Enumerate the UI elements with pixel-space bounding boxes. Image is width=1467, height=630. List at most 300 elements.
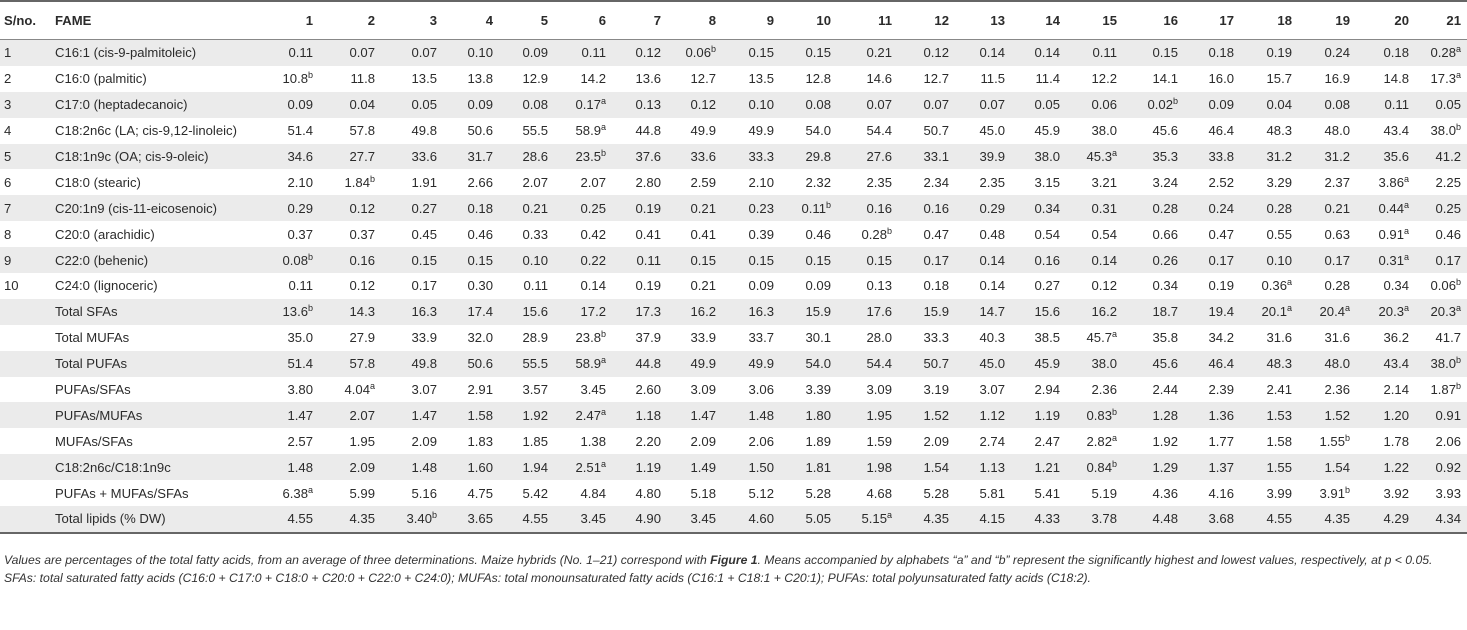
cell-value: 15.9 (923, 304, 949, 320)
row-fame-label: Total MUFAs (55, 330, 130, 346)
cell-value: 35.0 (287, 330, 313, 346)
cell-value: 18.7 (1152, 304, 1178, 320)
cell-value: 0.21 (690, 278, 716, 294)
cell-value: 48.3 (1266, 356, 1292, 372)
table-cell (898, 351, 955, 377)
significance-marker: b (1111, 458, 1117, 469)
table-cell (1356, 351, 1415, 377)
row-sno: 5 (0, 144, 55, 170)
cell-value: 2.09 (411, 433, 437, 449)
cell-value: 13.5 (411, 71, 437, 87)
table-cell (1415, 221, 1467, 247)
cell-value: 3.45 (580, 382, 606, 398)
table-cell (1066, 454, 1123, 480)
cell-value: 0.37 (287, 226, 313, 242)
cell-value: 38.0 (1091, 123, 1117, 139)
table-cell (499, 480, 554, 506)
cell-value: 50.7 (923, 123, 949, 139)
cell-value: 0.11 (801, 200, 826, 216)
cell-value: 37.6 (635, 149, 661, 164)
cell-value: 2.44 (1152, 382, 1178, 398)
cell-value: 46.4 (1208, 123, 1234, 139)
table-cell (443, 221, 499, 247)
table-cell (1298, 144, 1356, 170)
cell-value: 39.9 (979, 149, 1005, 164)
table-cell (1011, 144, 1066, 170)
row-sno: 6 (4, 174, 12, 190)
table-cell (319, 428, 381, 454)
header-hybrid-3: 3 (381, 1, 443, 40)
cell-value: 0.92 (1435, 459, 1461, 475)
header-hybrid-20: 20 (1356, 1, 1415, 40)
table-cell (261, 377, 319, 403)
cell-value: 45.7 (1086, 330, 1112, 346)
cell-value: 0.18 (923, 278, 949, 294)
cell-value: 44.8 (635, 356, 661, 372)
cell-value: 0.14 (979, 252, 1005, 268)
cell-value: 13.6 (635, 71, 661, 87)
table-cell (1011, 377, 1066, 403)
cell-value: 0.46 (467, 226, 493, 242)
cell-value: 0.08 (522, 97, 548, 113)
cell-value: 38.0 (1430, 356, 1456, 372)
row-sno: 1 (0, 40, 55, 66)
header-hybrid-12: 12 (898, 1, 955, 40)
table-cell (1066, 428, 1123, 454)
table-cell (837, 325, 898, 351)
cell-value: 1.78 (1383, 433, 1409, 449)
table-cell (1240, 325, 1298, 351)
table-cell (443, 169, 499, 195)
table-cell (780, 506, 837, 533)
header-hybrid-7: 7 (612, 1, 667, 40)
table-cell (1011, 66, 1066, 92)
table-cell (837, 480, 898, 506)
cell-value: 49.9 (748, 123, 774, 139)
table-cell (443, 273, 499, 299)
table-cell (319, 480, 381, 506)
table-cell (1123, 454, 1184, 480)
cell-value: 0.46 (1435, 226, 1461, 242)
cell-value: 2.10 (748, 174, 774, 190)
table-cell (1184, 118, 1240, 144)
table-cell (780, 118, 837, 144)
table-cell (780, 40, 837, 66)
cell-value: 45.3 (1086, 149, 1112, 164)
table-cell (612, 351, 667, 377)
cell-value: 0.42 (580, 226, 606, 242)
cell-value: 2.07 (522, 174, 548, 190)
table-cell (1356, 377, 1415, 403)
table-cell (1415, 428, 1467, 454)
cell-value: 54.0 (805, 356, 831, 372)
table-cell (1011, 273, 1066, 299)
cell-value: 1.83 (467, 433, 493, 449)
table-cell (1298, 92, 1356, 118)
row-fame-label: C16:1 (cis-9-palmitoleic) (55, 40, 261, 66)
cell-value: 31.6 (1324, 330, 1350, 346)
table-cell (381, 402, 443, 428)
cell-value: 1.28 (1152, 407, 1178, 423)
cell-value: 0.23 (748, 200, 774, 216)
table-cell (1184, 299, 1240, 325)
cell-value: 58.9 (575, 123, 601, 139)
cell-value: 0.17 (1324, 252, 1350, 268)
table-cell (1356, 195, 1415, 221)
cell-value: 3.86 (1378, 174, 1404, 190)
table-cell (381, 66, 443, 92)
cell-value: 54.0 (805, 123, 831, 139)
table-cell (1184, 273, 1240, 299)
table-cell (1356, 402, 1415, 428)
table-cell (1066, 144, 1123, 170)
table-cell (780, 169, 837, 195)
cell-value: 49.8 (411, 356, 437, 372)
cell-value: 0.14 (580, 278, 606, 294)
table-cell (955, 377, 1011, 403)
cell-value: 57.8 (349, 123, 375, 139)
cell-value: 1.12 (979, 407, 1005, 423)
table-cell (1356, 92, 1415, 118)
cell-value: 14.3 (349, 304, 375, 320)
row-fame-label: C18:0 (stearic) (55, 174, 141, 190)
table-cell (319, 299, 381, 325)
table-cell (381, 351, 443, 377)
table-cell (722, 480, 780, 506)
cell-value: 3.09 (866, 382, 892, 398)
table-cell (1123, 66, 1184, 92)
cell-value: 1.92 (522, 407, 548, 423)
table-cell (1240, 506, 1298, 533)
table-cell (612, 377, 667, 403)
cell-value: 33.3 (923, 330, 949, 346)
table-cell (381, 377, 443, 403)
table-cell (837, 402, 898, 428)
table-cell (1415, 454, 1467, 480)
table-cell (443, 377, 499, 403)
cell-value: 1.85 (522, 433, 548, 449)
cell-value: 15.9 (805, 304, 831, 320)
header-hybrid-5: 5 (499, 1, 554, 40)
table-cell (1066, 273, 1123, 299)
cell-value: 33.9 (411, 330, 437, 346)
table-cell (837, 351, 898, 377)
cell-value: 0.14 (1034, 45, 1060, 61)
table-cell (443, 66, 499, 92)
table-cell (837, 195, 898, 221)
table-cell (780, 351, 837, 377)
cell-value: 38.0 (1430, 123, 1456, 139)
cell-value: 54.4 (866, 356, 892, 372)
table-cell (381, 169, 443, 195)
cell-value: 14.8 (1383, 71, 1409, 87)
table-cell (667, 377, 722, 403)
cell-value: 0.26 (1152, 252, 1178, 268)
cell-value: 0.91 (1435, 407, 1461, 423)
cell-value: 0.16 (866, 200, 892, 216)
table-cell (381, 195, 443, 221)
cell-value: 1.80 (805, 407, 831, 423)
table-cell (1184, 351, 1240, 377)
table-cell (612, 118, 667, 144)
cell-value: 12.9 (522, 71, 548, 87)
cell-value: 1.50 (748, 459, 774, 475)
significance-marker: a (1455, 44, 1461, 55)
cell-value: 4.55 (522, 511, 548, 527)
table-cell (837, 92, 898, 118)
header-hybrid-11: 11 (837, 1, 898, 40)
table-row (0, 247, 1467, 273)
table-cell (722, 169, 780, 195)
table-cell (1011, 480, 1066, 506)
table-cell (554, 273, 612, 299)
cell-value: 34.6 (287, 149, 313, 164)
table-footnote (4, 551, 1444, 588)
cell-value: 0.04 (1266, 97, 1292, 113)
table-cell (955, 325, 1011, 351)
cell-value: 1.91 (411, 174, 437, 190)
significance-marker: a (1403, 199, 1409, 210)
cell-value: 0.15 (805, 252, 831, 268)
cell-value: 10.8 (282, 71, 308, 87)
cell-value: 1.95 (866, 407, 892, 423)
cell-value: 1.53 (1266, 407, 1292, 423)
cell-value: 2.80 (635, 174, 661, 190)
cell-value: 38.5 (1034, 330, 1060, 346)
table-cell (1298, 118, 1356, 144)
cell-value: 0.34 (1152, 278, 1178, 294)
table-cell (319, 351, 381, 377)
cell-value: 0.24 (1208, 200, 1234, 216)
table-header-row (0, 1, 1467, 40)
table-cell (780, 221, 837, 247)
cell-value: 33.6 (690, 149, 716, 164)
table-cell (612, 221, 667, 247)
table-cell (1123, 195, 1184, 221)
table-cell (1415, 144, 1467, 170)
table-cell (381, 92, 443, 118)
row-sno (0, 428, 55, 454)
cell-value: 1.49 (690, 459, 716, 475)
table-cell (1123, 428, 1184, 454)
cell-value: 2.35 (866, 174, 892, 190)
cell-value: 3.09 (690, 382, 716, 398)
cell-value: 50.6 (467, 356, 493, 372)
table-cell (554, 428, 612, 454)
cell-value: 1.19 (1034, 407, 1060, 423)
cell-value: 37.9 (635, 330, 661, 346)
cell-value: 41.2 (1435, 149, 1461, 164)
cell-value: 1.54 (923, 459, 949, 475)
cell-value: 3.57 (522, 382, 548, 398)
table-cell (667, 195, 722, 221)
row-sno (0, 402, 55, 428)
significance-marker: a (600, 458, 606, 469)
cell-value: 48.0 (1324, 123, 1350, 139)
table-cell (955, 66, 1011, 92)
cell-value: 12.7 (690, 71, 716, 87)
table-cell (443, 195, 499, 221)
table-cell (499, 195, 554, 221)
cell-value: 4.35 (1324, 511, 1350, 527)
cell-value: 0.15 (866, 252, 892, 268)
table-cell (1123, 402, 1184, 428)
cell-value: 38.0 (1034, 149, 1060, 164)
cell-value: 55.5 (522, 356, 548, 372)
cell-value: 0.04 (349, 97, 375, 113)
table-cell (955, 92, 1011, 118)
cell-value: 49.9 (690, 123, 716, 139)
cell-value: 12.8 (805, 71, 831, 87)
table-cell (261, 454, 319, 480)
cell-value: 28.0 (866, 330, 892, 346)
cell-value: 44.8 (635, 123, 661, 139)
cell-value: 55.5 (522, 123, 548, 139)
significance-marker: b (1455, 381, 1461, 392)
table-cell (554, 402, 612, 428)
cell-value: 1.60 (467, 459, 493, 475)
table-cell (499, 144, 554, 170)
cell-value: 3.80 (287, 382, 313, 398)
table-cell (554, 92, 612, 118)
significance-marker: b (431, 510, 437, 521)
significance-marker: a (1111, 329, 1117, 340)
cell-value: 0.09 (287, 97, 313, 113)
header-hybrid-4: 4 (443, 1, 499, 40)
cell-value: 3.45 (580, 511, 606, 527)
table-cell (1240, 402, 1298, 428)
table-cell (612, 325, 667, 351)
table-row (0, 144, 1467, 170)
row-sno: 2 (4, 71, 12, 87)
table-cell (499, 273, 554, 299)
table-cell (443, 402, 499, 428)
table-cell (1184, 247, 1240, 273)
table-cell (381, 118, 443, 144)
table-cell (667, 221, 722, 247)
cell-value: 2.09 (923, 433, 949, 449)
table-cell (1415, 402, 1467, 428)
table-cell (898, 402, 955, 428)
cell-value: 2.82 (1086, 433, 1112, 449)
cell-value: 0.09 (522, 45, 548, 61)
table-cell (319, 40, 381, 66)
table-cell (667, 66, 722, 92)
cell-value: 2.94 (1034, 382, 1060, 398)
cell-value: 0.31 (1091, 200, 1117, 216)
table-cell (612, 92, 667, 118)
cell-value: 0.37 (349, 226, 375, 242)
significance-marker: b (307, 251, 313, 262)
cell-value: 0.07 (979, 97, 1005, 113)
table-cell (955, 299, 1011, 325)
table-cell (780, 325, 837, 351)
cell-value: 0.55 (1266, 226, 1292, 242)
table-cell (1184, 377, 1240, 403)
table-cell (1415, 66, 1467, 92)
table-cell (898, 144, 955, 170)
table-cell (1356, 169, 1415, 195)
header-hybrid-6: 6 (554, 1, 612, 40)
table-cell (722, 221, 780, 247)
significance-marker: a (600, 355, 606, 366)
significance-marker: a (1344, 303, 1350, 314)
cell-value: 4.48 (1152, 511, 1178, 527)
cell-value: 0.12 (349, 278, 375, 294)
cell-value: 2.37 (1324, 174, 1350, 190)
table-cell (443, 506, 499, 533)
cell-value: 20.3 (1378, 304, 1404, 320)
table-cell (499, 299, 554, 325)
cell-value: 48.3 (1266, 123, 1292, 139)
row-fame-label: MUFAs/SFAs (55, 433, 133, 449)
table-cell (1011, 247, 1066, 273)
significance-marker: b (1455, 122, 1461, 133)
cell-value: 45.9 (1034, 123, 1060, 139)
table-cell (319, 221, 381, 247)
cell-value: 4.15 (979, 511, 1005, 527)
header-hybrid-13: 13 (955, 1, 1011, 40)
table-cell (443, 351, 499, 377)
table-cell (1184, 221, 1240, 247)
row-sno: 3 (0, 92, 55, 118)
cell-value: 11.5 (980, 71, 1005, 87)
table-cell (261, 325, 319, 351)
cell-value: 0.15 (467, 252, 493, 268)
table-row (0, 428, 1467, 454)
significance-marker: b (1455, 355, 1461, 366)
table-cell (955, 144, 1011, 170)
cell-value: 0.11 (288, 278, 313, 294)
table-cell (319, 118, 381, 144)
cell-value: 2.36 (1324, 382, 1350, 398)
table-cell (1066, 351, 1123, 377)
cell-value: 0.84 (1086, 459, 1112, 475)
table-cell (443, 92, 499, 118)
table-cell (898, 480, 955, 506)
table-cell (780, 428, 837, 454)
table-cell (319, 92, 381, 118)
table-cell (1123, 377, 1184, 403)
table-cell (1240, 118, 1298, 144)
table-cell (1240, 92, 1298, 118)
table-cell (381, 40, 443, 66)
table-cell (722, 325, 780, 351)
cell-value: 5.18 (690, 485, 716, 501)
header-hybrid-21: 21 (1415, 1, 1467, 40)
cell-value: 4.80 (635, 485, 661, 501)
table-cell (1298, 66, 1356, 92)
table-cell (319, 169, 381, 195)
table-cell (898, 169, 955, 195)
cell-value: 2.09 (690, 433, 716, 449)
table-cell (1415, 325, 1467, 351)
cell-value: 3.68 (1208, 511, 1234, 527)
row-sno: 4 (4, 123, 12, 139)
row-sno (0, 480, 55, 506)
footnote-text-1: Values are percentages of the total fatty acids, from an average of three determinations. Maize hybrids (No. 1–21) correspond with (4, 553, 711, 567)
row-fame-label: PUFAs + MUFAs/SFAs (55, 485, 189, 501)
cell-value: 4.36 (1152, 485, 1178, 501)
cell-value: 3.21 (1091, 174, 1117, 190)
cell-value: 0.54 (1091, 226, 1117, 242)
table-cell (1298, 351, 1356, 377)
table-cell (955, 351, 1011, 377)
cell-value: 23.8 (575, 330, 601, 346)
table-cell (1184, 40, 1240, 66)
cell-value: 0.46 (805, 226, 831, 242)
cell-value: 2.07 (349, 407, 375, 423)
